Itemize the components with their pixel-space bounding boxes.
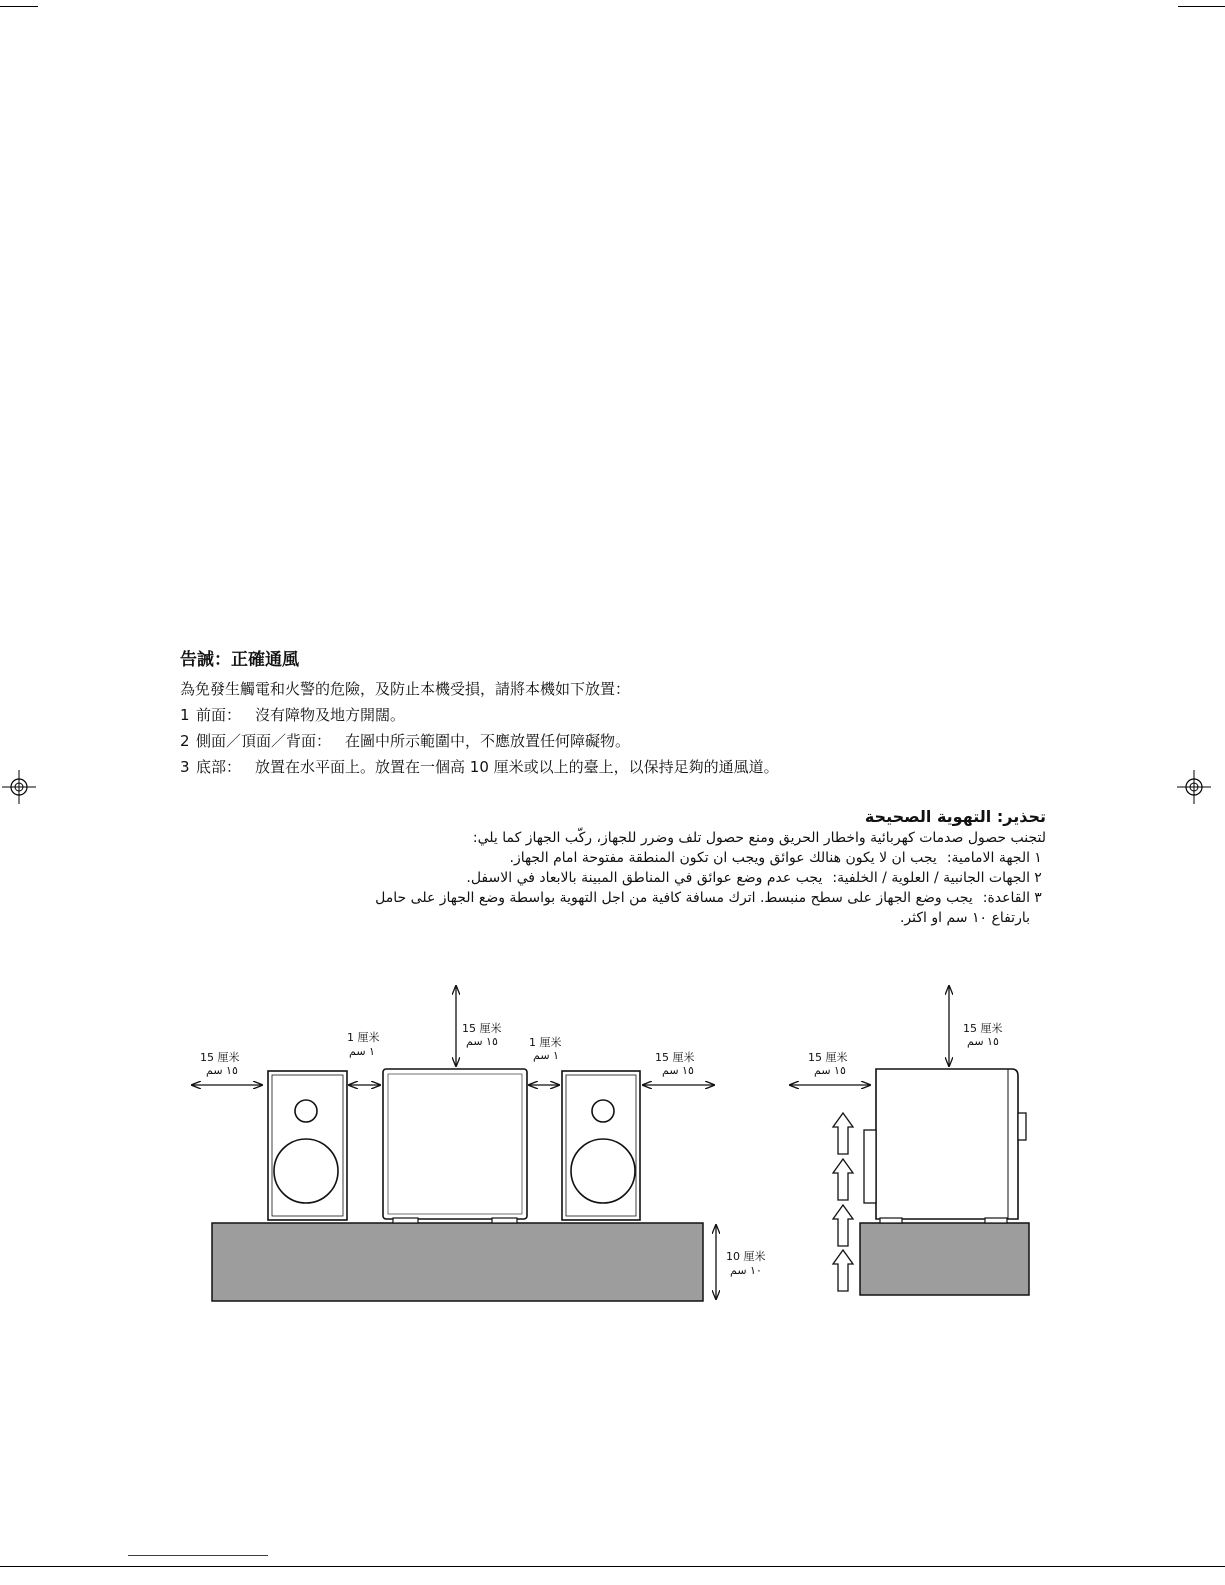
right-clearance-label: 15 厘米	[655, 1051, 695, 1064]
airflow-arrow-icon	[833, 1113, 853, 1154]
left-speaker	[268, 1071, 347, 1220]
left-inner-clearance-label-ar: ١ سم	[349, 1045, 375, 1058]
arabic-title: تحذير: التهوية الصحيحة	[864, 807, 1046, 826]
chinese-intro: 為免發生觸電和火警的危險，及防止本機受損，請將本機如下放置：	[180, 680, 631, 698]
arabic-item-base-continued: بارتفاع ١٠ سم او اكثر.	[899, 910, 1030, 926]
item-label: الجهة الامامية:	[946, 850, 1030, 866]
arabic-intro: لتجنب حصول صدمات كهربائية واخطار الحريق ومنع حصول تلف وضرر للجهاز، ركّب الجهاز كما يلي:	[472, 830, 1046, 846]
right-inner-clearance-label-ar: ١ سم	[533, 1049, 559, 1062]
item-number: ١	[1034, 850, 1042, 866]
item-text: 放置在水平面上。放置在一個高 10 厘米或以上的臺上，以保持足夠的通風道。	[255, 758, 779, 776]
main-unit-side	[864, 1069, 1026, 1223]
item-number: ٢	[1034, 870, 1042, 886]
right-speaker	[562, 1071, 640, 1220]
item-text: يجب ان لا يكون هنالك عوائق ويجب ان تكون المنطقة مفتوحة امام الجهاز.	[509, 850, 937, 866]
main-unit-front	[383, 1069, 527, 1223]
item-label: 側面／頂面／背面：	[196, 732, 332, 750]
item-label: 前面：	[196, 706, 242, 724]
base-height-label: 10 厘米	[726, 1250, 766, 1263]
footer-link-underline	[128, 1555, 268, 1556]
item-text: يجب وضع الجهاز على سطح منبسط. اترك مسافة كافية من اجل التهوية بواسطة وضع الجهاز على حامل	[375, 890, 973, 906]
left-clearance-label: 15 厘米	[200, 1051, 240, 1064]
chinese-title: 告誡：正確通風	[180, 650, 299, 670]
item-text: 沒有障物及地方開闊。	[255, 706, 406, 724]
left-inner-clearance-label: 1 厘米	[347, 1031, 380, 1044]
airflow-arrow-icon	[833, 1250, 853, 1291]
item-label: الجهات الجانبية / العلوية / الخلفية:	[832, 870, 1030, 886]
side-top-clearance-label: 15 厘米	[963, 1022, 1003, 1035]
airflow-arrows	[833, 1113, 853, 1291]
side-top-clearance-label-ar: ١٥ سم	[967, 1035, 999, 1048]
top-clearance-label: 15 厘米	[462, 1022, 502, 1035]
item-text: يجب عدم وضع عوائق في المناطق المبينة بالابعاد في الاسفل.	[466, 870, 823, 886]
item-number: 3	[180, 758, 190, 776]
side-back-clearance-label: 15 厘米	[808, 1051, 848, 1064]
left-clearance-label-ar: ١٥ سم	[206, 1064, 238, 1077]
item-text: 在圖中所示範圍中，不應放置任何障礙物。	[345, 732, 631, 750]
table-stand	[212, 1223, 703, 1301]
item-label: 底部：	[196, 758, 242, 776]
right-clearance-label-ar: ١٥ سم	[662, 1064, 694, 1077]
airflow-arrow-icon	[833, 1205, 853, 1246]
base-height-label-ar: ١٠ سم	[730, 1264, 762, 1277]
item-label: القاعدة:	[982, 890, 1030, 906]
footer-rule	[0, 1566, 1225, 1567]
top-clearance-label-ar: ١٥ سم	[466, 1035, 498, 1048]
right-inner-clearance-label: 1 厘米	[529, 1036, 562, 1049]
item-number: ٣	[1034, 890, 1042, 906]
item-number: 2	[180, 732, 190, 750]
airflow-arrow-icon	[833, 1159, 853, 1200]
item-number: 1	[180, 706, 190, 724]
side-stand	[860, 1223, 1029, 1295]
side-back-clearance-label-ar: ١٥ سم	[814, 1064, 846, 1077]
